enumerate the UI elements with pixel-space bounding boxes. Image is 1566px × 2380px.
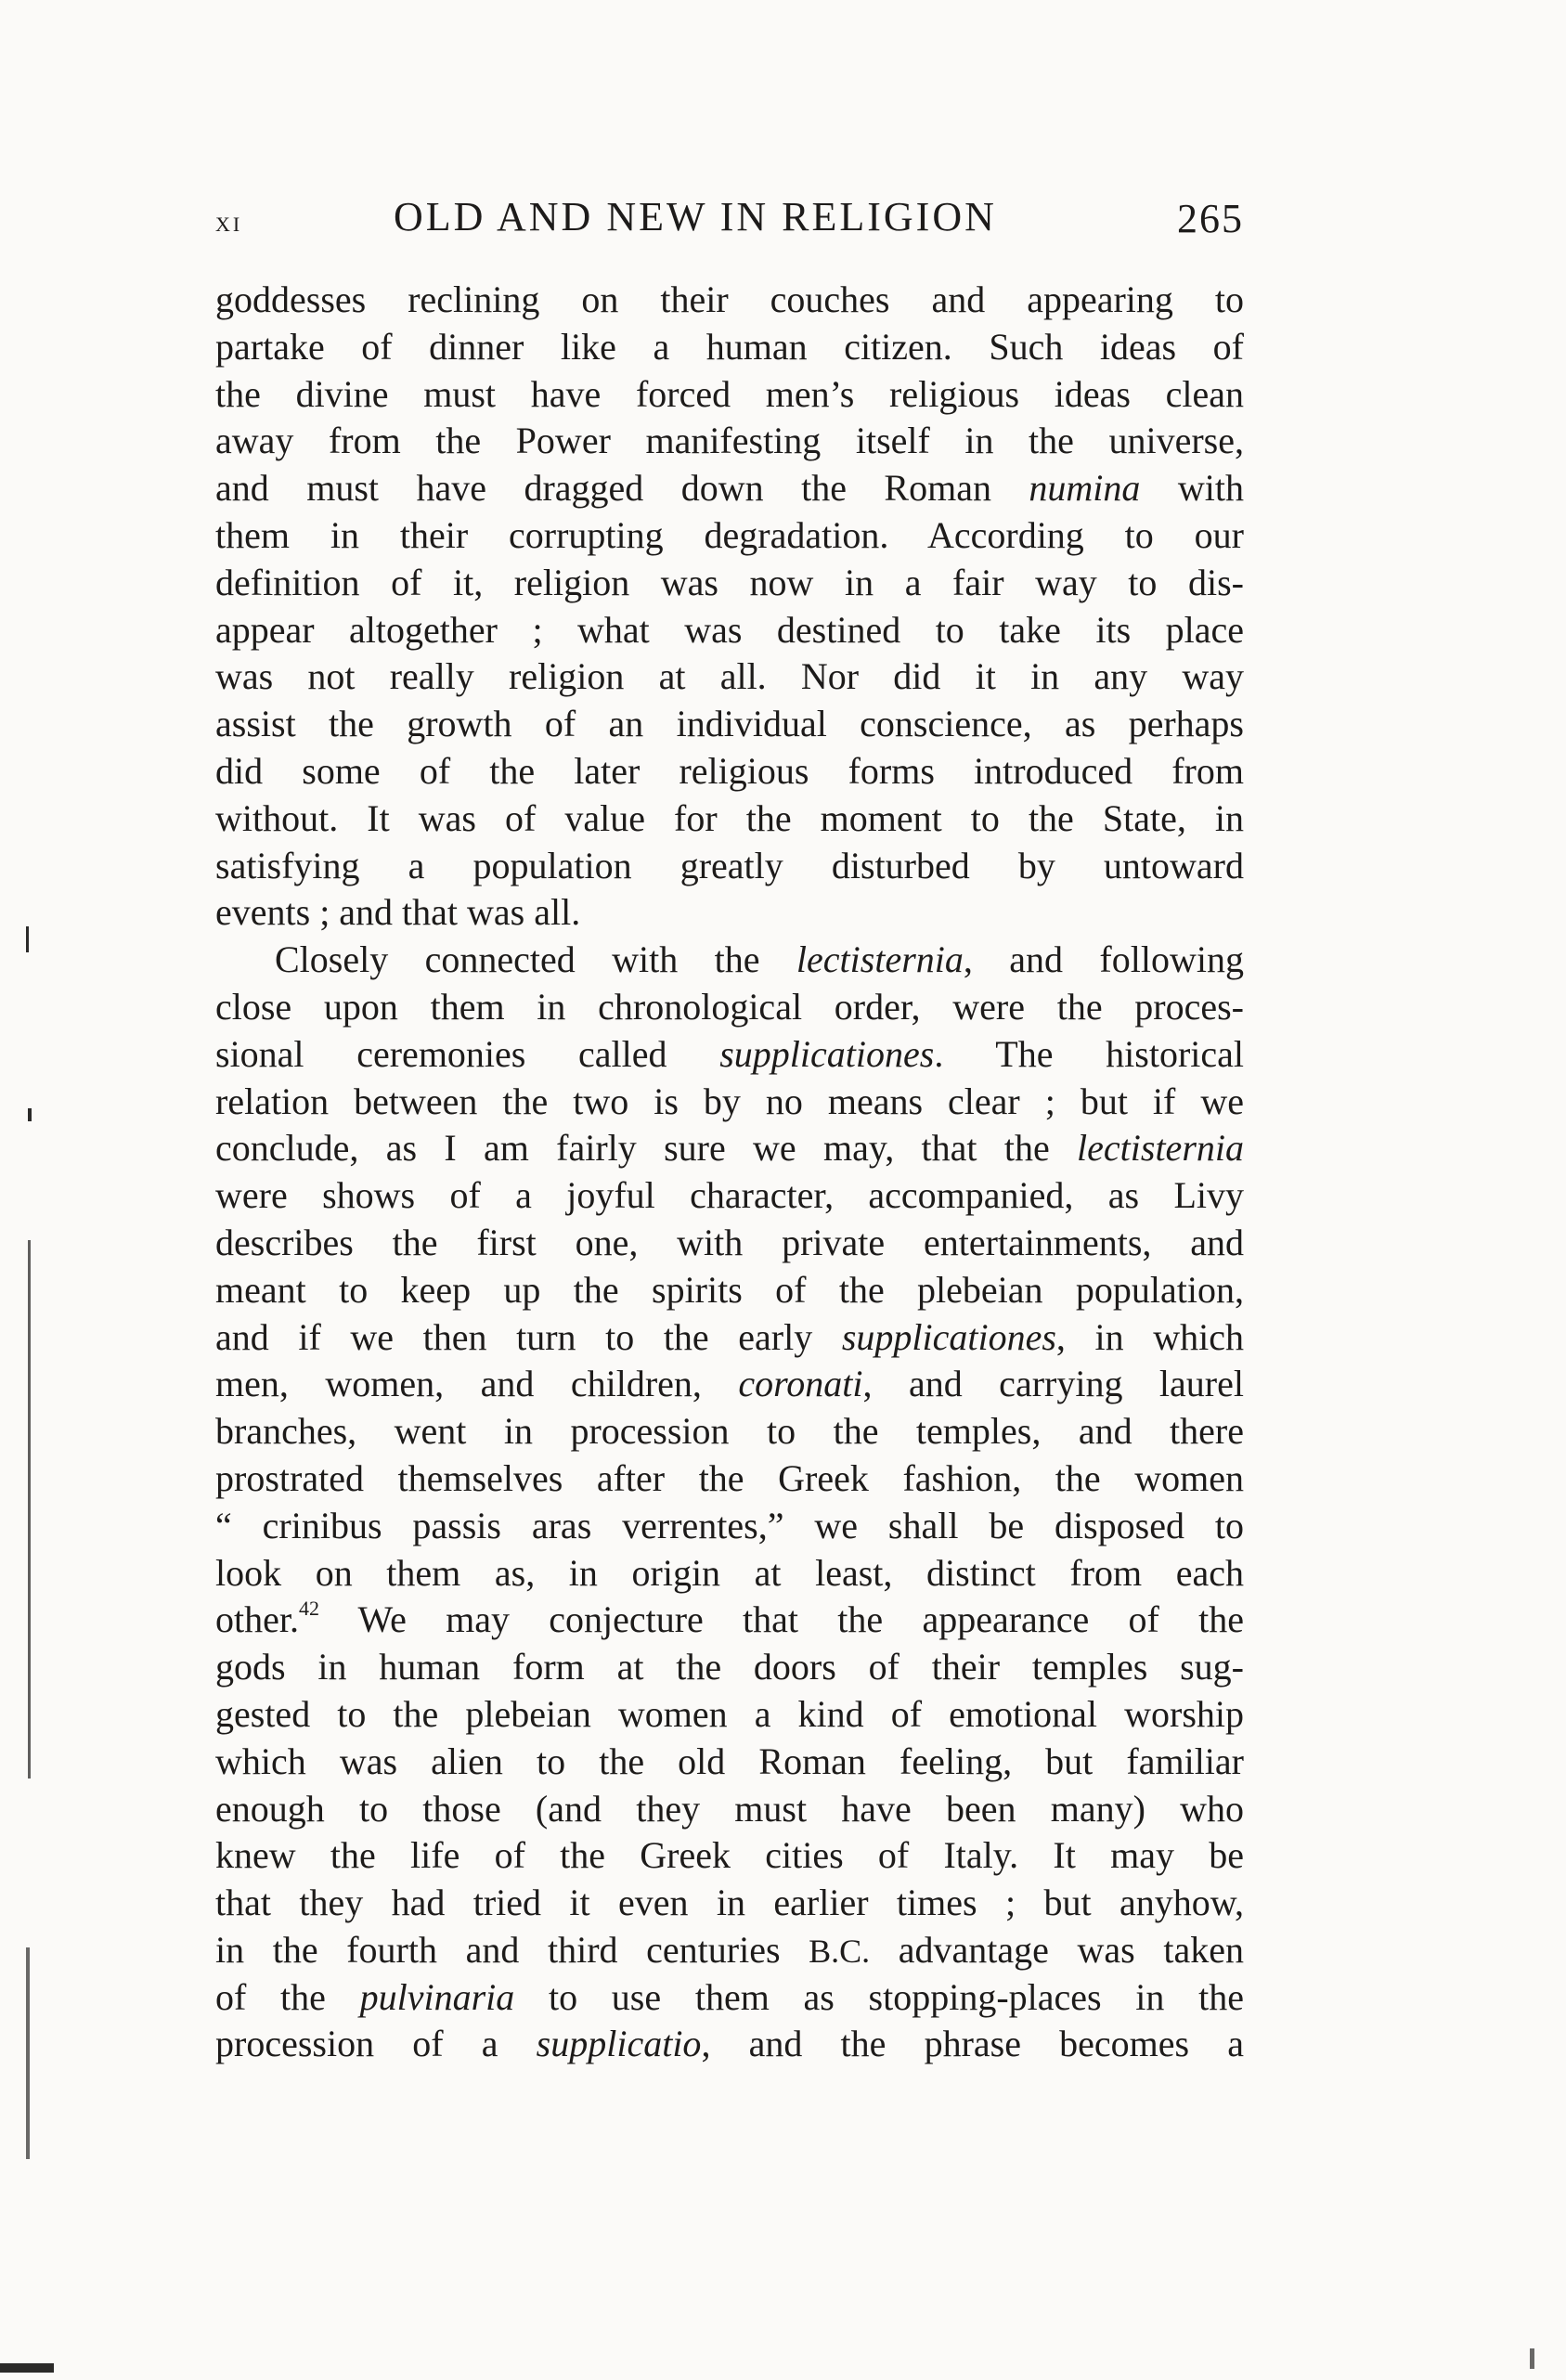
text-line: gested to the plebeian women a kind of emotional worship (215, 1692, 1244, 1735)
text-line: of the pulvinaria to use them as stopping-places in the (215, 1975, 1244, 2018)
italic-term: numina (1029, 467, 1141, 510)
text-line: prostrated themselves after the Greek fashion, the women (215, 1456, 1244, 1499)
text-line: the divine must have forced men’s religious ideas clean (215, 372, 1244, 415)
text-line: enough to those (and they must have been many) who (215, 1787, 1244, 1830)
text-line: that they had tried it even in earlier times ; but anyhow, (215, 1882, 1244, 1924)
text-line: which was alien to the old Roman feeling, but familiar (215, 1740, 1244, 1782)
text-line: describes the first one, with private entertainments, and (215, 1221, 1244, 1263)
text-line: in the fourth and third centuries B.C. advantage was taken (215, 1928, 1244, 1971)
scan-artifact (26, 926, 29, 952)
italic-term: pulvinaria (359, 1975, 515, 2018)
scan-artifact (28, 1108, 32, 1121)
text-line: them in their corrupting degradation. According to our (215, 513, 1244, 556)
paragraph-start-line: Closely connected with the lectisternia, and following (275, 938, 1244, 981)
text-line: definition of it, religion was now in a fair way to dis- (215, 561, 1244, 603)
running-title: OLD AND NEW IN RELIGION (394, 194, 997, 239)
text-line: appear altogether ; what was destined to take its place (215, 608, 1244, 651)
text-line: relation between the two is by no means clear ; but if we (215, 1080, 1244, 1122)
text-line: was not really religion at all. Nor did it in any way (215, 655, 1244, 698)
text-line: sional ceremonies called supplicationes. The historical (215, 1032, 1244, 1075)
footnote-reference: 42 (298, 1597, 319, 1621)
italic-term: coronati (738, 1363, 863, 1405)
text-line: without. It was of value for the moment to the State, in (215, 796, 1244, 839)
text-line: were shows of a joyful character, accompanied, as Livy (215, 1174, 1244, 1217)
chapter-number: xi (215, 204, 243, 238)
text-line: goddesses reclining on their couches and appearing to (215, 278, 1244, 320)
text-line: gods in human form at the doors of their temples sug- (215, 1646, 1244, 1688)
text-line: events ; and that was all. (215, 891, 581, 934)
italic-term: supplicationes (719, 1032, 935, 1075)
scan-artifact (26, 1947, 30, 2159)
scan-artifact (0, 2363, 54, 2373)
text-line: procession of a supplicatio, and the phrase becomes a (215, 2023, 1244, 2065)
italic-term: supplicatio (536, 2023, 702, 2065)
text-line: look on them as, in origin at least, distinct from each (215, 1551, 1244, 1594)
body-text (215, 277, 1244, 2068)
text-line: partake of dinner like a human citizen. Such ideas of (215, 325, 1244, 368)
text-line: meant to keep up the spirits of the plebeian population, (215, 1268, 1244, 1311)
text-line: satisfying a population greatly disturbed by untoward (215, 844, 1244, 886)
text-line: close upon them in chronological order, were the proces- (215, 985, 1244, 1028)
text-line: “ crinibus passis aras verrentes,” we shall be disposed to (215, 1504, 1244, 1546)
italic-term: lectisternia (796, 938, 964, 981)
scan-artifact (1530, 2348, 1534, 2369)
running-head (215, 193, 1244, 252)
text-line: and if we then turn to the early supplicationes, in which (215, 1315, 1244, 1358)
scan-artifact (28, 1240, 31, 1779)
italic-term: lectisternia (1077, 1127, 1244, 1170)
era-abbreviation: B.C. (809, 1932, 871, 1970)
text-line: away from the Power manifesting itself in the universe, (215, 420, 1244, 462)
text-line: branches, went in procession to the temples, and there (215, 1410, 1244, 1453)
text-line: men, women, and children, coronati, and carrying laurel (215, 1363, 1244, 1405)
page-number: 265 (1177, 196, 1244, 241)
italic-term: supplicationes (841, 1315, 1056, 1358)
text-line: conclude, as I am fairly sure we may, that the lectisternia (215, 1127, 1244, 1170)
text-line: other.$^{42}$ We may conjecture that the appearance of the (215, 1597, 1244, 1641)
text-line: knew the life of the Greek cities of Italy. It may be (215, 1834, 1244, 1877)
text-line: did some of the later religious forms introduced from (215, 749, 1244, 792)
text-line: assist the growth of an individual conscience, as perhaps (215, 703, 1244, 745)
text-line: and must have dragged down the Roman numina with (215, 467, 1244, 510)
